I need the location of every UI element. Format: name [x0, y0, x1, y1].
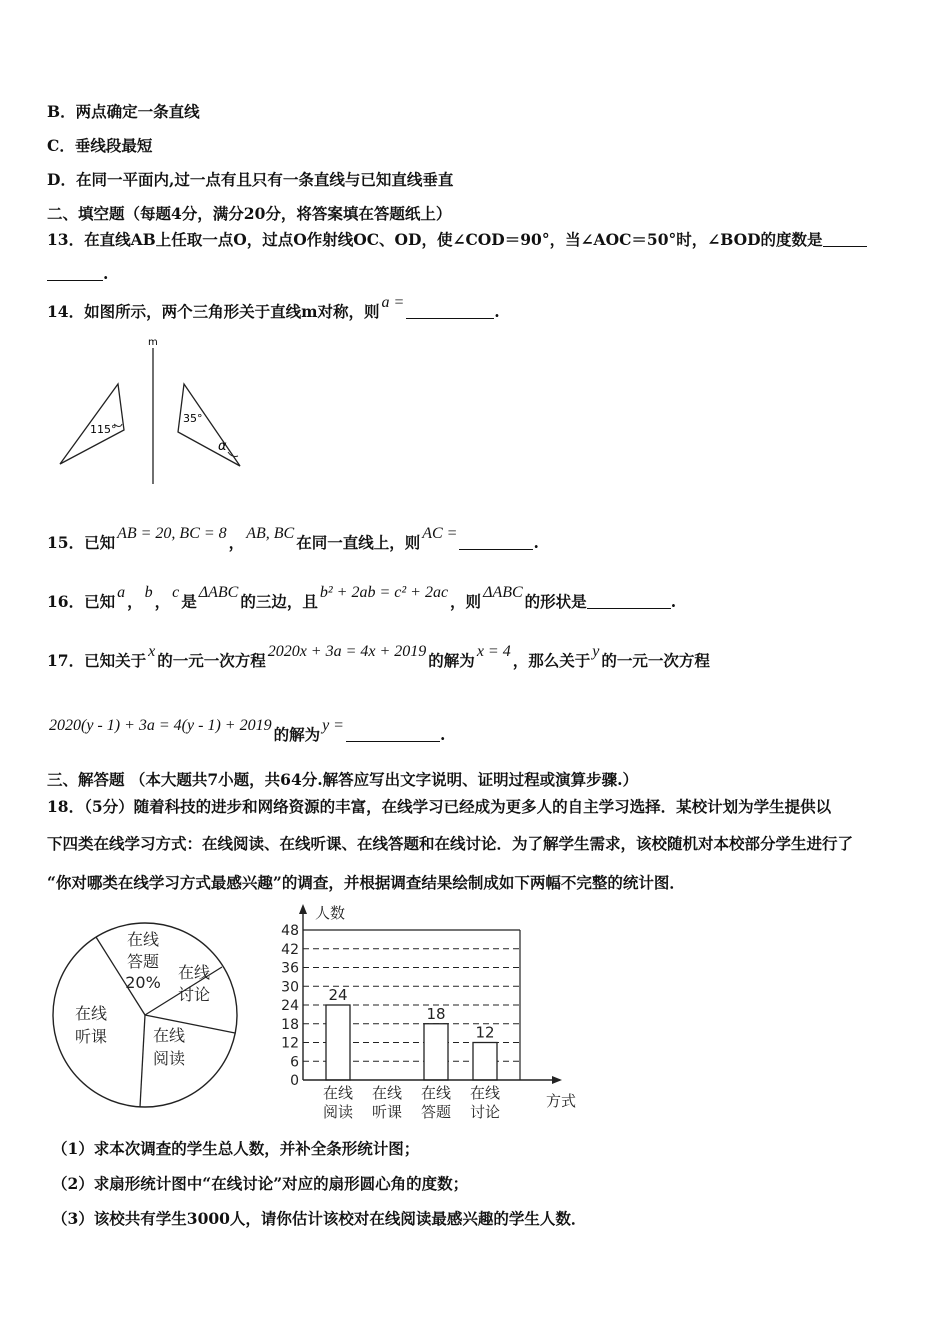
bar-2 — [424, 1024, 448, 1080]
bar-value-label: 24 — [328, 986, 348, 1004]
q16-equation: b² + 2ab = c² + 2ac — [319, 584, 449, 601]
y-tick-label: 12 — [281, 1035, 299, 1052]
q16-is: 是 — [181, 592, 197, 611]
option-c: C．垂线段最短 — [47, 136, 153, 155]
y-tick-label: 0 — [290, 1073, 299, 1089]
q13-text — [47, 230, 867, 250]
q16-prefix: 16．已知 — [47, 592, 116, 611]
q16-var-b: b — [144, 584, 153, 601]
pie-divider-4 — [140, 1015, 145, 1107]
q16-mid-3: 的形状是 — [524, 592, 587, 611]
q17-blank — [346, 725, 440, 742]
q16-var-a: a — [117, 584, 126, 601]
q18-sub2: （2）求扇形统计图中“在线讨论”对应的扇形圆心角的度数； — [52, 1174, 469, 1193]
x-category-label: 讨论 — [469, 1103, 501, 1121]
q18-line3: “你对哪类在线学习方式最感兴趣”的调查，并根据调查结果绘制成如下两幅不完整的统计图． — [47, 873, 685, 892]
q17-equation-2: 2020(y - 1) + 3a = 4(y - 1) + 2019 — [49, 717, 272, 734]
y-tick-label: 24 — [281, 998, 299, 1014]
q15-math-3: AC = — [422, 525, 458, 542]
pie-answer-pct: 20% — [125, 973, 161, 992]
y-tick-label: 18 — [281, 1016, 299, 1033]
left-angle-label: 115° — [90, 423, 117, 436]
q18-line2: 下四类在线学习方式：在线阅读、在线听课、在线答题和在线讨论．为了解学生需求，该校随机对本校部分学生进行了 — [47, 834, 854, 853]
bar-value-label: 12 — [475, 1023, 495, 1042]
pie-discuss-l1: 在线 — [177, 963, 211, 982]
section2-heading: 二、填空题（每题4分，满分20分，将答案填在答题纸上） — [47, 204, 452, 223]
pie-chart — [48, 920, 248, 1110]
q17-mid-4: 的一元一次方程 — [601, 651, 710, 670]
q16-mid-2: ，则 — [450, 592, 482, 611]
x-category-label: 在线 — [469, 1084, 501, 1102]
q16-comma-2: ， — [154, 592, 171, 611]
option-d: D．在同一平面内,过一点有且只有一条直线与已知直线垂直 — [47, 170, 454, 189]
q17-mid-2: 的解为 — [428, 651, 475, 670]
bar-categories — [323, 1084, 500, 1121]
q17-solution: x = 4 — [476, 643, 511, 660]
section3-heading: 三、解答题 （本大题共7小题，共64分.解答应写出文字说明、证明过程或演算步骤.） — [47, 770, 639, 789]
q16-mid-1: 的三边，且 — [240, 592, 318, 611]
q14-figure — [50, 334, 260, 494]
q13-continuation — [47, 264, 108, 284]
q17-prefix: 17．已知关于 — [47, 651, 147, 670]
bar-0 — [326, 1005, 350, 1080]
q13-tail: . — [103, 264, 109, 283]
q17-line2 — [47, 717, 446, 746]
q16-tail: . — [670, 592, 677, 611]
x-category-label: 听课 — [371, 1103, 403, 1121]
x-category-label: 阅读 — [322, 1103, 354, 1121]
q17-var-y: y — [592, 643, 600, 660]
q17-var-x: x — [148, 643, 156, 660]
right-triangle — [178, 384, 240, 466]
pie-discuss-l2: 讨论 — [177, 985, 211, 1004]
pie-listen-l1: 在线 — [74, 1004, 108, 1023]
q18-sub3: （3）该校共有学生3000人，请你估计该校对在线阅读最感兴趣的学生人数． — [52, 1209, 587, 1228]
q13-blank-b — [47, 264, 103, 281]
bar-value-label: 18 — [426, 1004, 446, 1023]
line-m-label: m — [148, 337, 158, 348]
y-tick-label: 48 — [281, 923, 299, 939]
x-category-label: 在线 — [420, 1084, 452, 1102]
y-tick-label: 30 — [281, 979, 299, 996]
y-axis-arrow — [299, 904, 307, 914]
x-axis-arrow — [552, 1076, 562, 1084]
q17-y-eq: y = — [322, 717, 344, 734]
pie-answer-l1: 在线 — [126, 930, 160, 949]
q16-var-c: c — [172, 584, 180, 601]
q16-triangle-2: ΔABC — [483, 584, 523, 601]
y-axis-label: 人数 — [315, 904, 346, 922]
option-b: B．两点确定一条直线 — [47, 102, 200, 121]
q14-text — [47, 294, 500, 323]
q15-mid: 在同一直线上，则 — [296, 533, 421, 552]
q15-text — [47, 525, 539, 554]
bar-ticks — [281, 923, 299, 1089]
bar-bars — [326, 986, 497, 1080]
q15-sep: ， — [228, 533, 245, 552]
q16-blank — [587, 592, 671, 609]
right-angle-label: 35° — [183, 412, 203, 425]
q17-mid-3: ，那么关于 — [512, 651, 591, 670]
q17-mid-5: 的解为 — [273, 725, 321, 744]
q14-tail: . — [494, 302, 500, 321]
bar-chart — [270, 900, 590, 1130]
alpha-label: α — [218, 439, 227, 454]
q18-sub1: （1）求本次调查的学生总人数，并补全条形统计图； — [52, 1139, 420, 1158]
q16-triangle: ΔABC — [198, 584, 239, 601]
q18-line1: 18．（5分）随着科技的进步和网络资源的丰富，在线学习已经成为更多人的自主学习选择．某校计划为学生提供以 — [47, 797, 832, 816]
x-category-label: 在线 — [371, 1084, 403, 1102]
q17-text — [47, 643, 710, 672]
pie-read-l1: 在线 — [152, 1026, 186, 1045]
y-tick-label: 36 — [281, 960, 299, 977]
q16-text — [47, 584, 677, 613]
q15-math-2: AB, BC — [246, 525, 295, 542]
q15-tail: . — [533, 533, 539, 552]
pie-answer-l2: 答题 — [126, 952, 160, 971]
pie-read-l2: 阅读 — [152, 1049, 186, 1068]
x-category-label: 答题 — [420, 1103, 452, 1121]
q13-blank-a — [823, 230, 867, 247]
q17-equation-1: 2020x + 3a = 4x + 2019 — [267, 643, 427, 660]
y-tick-label: 6 — [290, 1054, 299, 1071]
q14-body: 14．如图所示，两个三角形关于直线m对称，则 — [47, 302, 380, 321]
q14-math: a = — [381, 294, 405, 311]
q17-tail: . — [439, 725, 446, 744]
alpha-arc — [228, 452, 238, 457]
q15-math-1: AB = 20, BC = 8 — [117, 525, 227, 542]
q15-prefix: 15．已知 — [47, 533, 116, 552]
pie-listen-l2: 听课 — [74, 1027, 108, 1046]
x-category-label: 在线 — [322, 1084, 354, 1102]
y-tick-label: 42 — [281, 941, 299, 958]
q16-comma-1: ， — [127, 592, 143, 611]
x-axis-label: 方式 — [546, 1092, 577, 1110]
q17-mid-1: 的一元一次方程 — [157, 651, 266, 670]
q14-blank — [406, 302, 494, 319]
q15-blank — [459, 533, 533, 550]
bar-3 — [473, 1043, 497, 1081]
q13-body: 13．在直线AB上任取一点O，过点O作射线OC、OD，使∠COD＝90°，当∠AOC＝50°时，∠BOD的度数是 — [47, 230, 823, 249]
